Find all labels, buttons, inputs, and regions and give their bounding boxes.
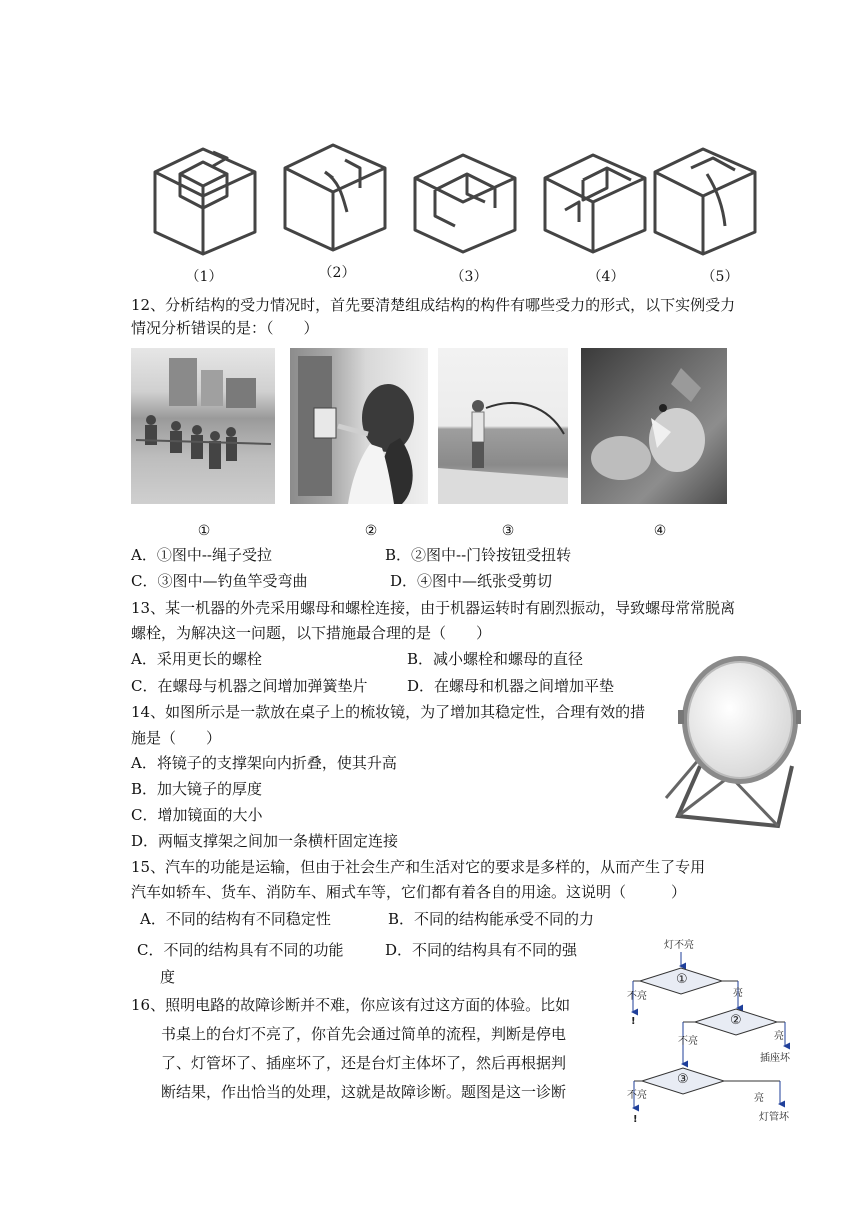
flowchart-step-3: ③ [677,1072,689,1087]
flowchart-alert-3: ! [633,1114,638,1125]
fishing-photo [438,348,568,504]
flowchart-lit-2: 亮 [774,1031,784,1042]
q12-stem-line-1: 12、分析结构的受力情况时，首先要清楚组成结构的构件有哪些受力的形式，以下实例受力 [131,296,736,314]
flowchart-not-lit-1: 不亮 [627,991,647,1002]
q15-option-c[interactable]: C．不同的结构具有不同的功能 [137,941,344,959]
q14-option-c[interactable]: C．增加镜面的大小 [131,806,263,824]
q13-option-d[interactable]: D．在螺母和机器之间增加平垫 [407,677,615,695]
flowchart-not-lit-2: 不亮 [678,1036,698,1047]
block-4-drawing [545,155,645,252]
isometric-blocks-figure [140,136,760,256]
q12-stem-line-2: 情况分析错误的是：（ ） [131,319,319,337]
q13-option-b[interactable]: B．减小螺栓和螺母的直径 [407,650,584,668]
q12-option-a[interactable]: A．①图中--绳子受拉 [131,546,272,564]
q14-option-b[interactable]: B．加大镜子的厚度 [131,780,263,798]
q12-option-d[interactable]: D．④图中—纸张受剪切 [390,572,553,590]
q15-option-d[interactable]: D．不同的结构具有不同的强 [385,941,578,959]
flowchart-tube-broken: 灯管坏 [759,1112,789,1123]
photo-label-4: ④ [653,523,667,539]
block-3-drawing [415,155,515,252]
q15-option-d-continued: 度 [160,968,176,986]
paper-cutting-photo [581,348,727,504]
q15-stem-line-1: 15、汽车的功能是运输，但由于社会生产和生活对它的要求是多样的，从而产生了专用 [131,858,706,876]
flowchart-not-lit-3: 不亮 [627,1090,647,1101]
q12-option-c[interactable]: C．③图中—钓鱼竿受弯曲 [131,572,308,590]
figure-caption-5: （5） [701,269,739,285]
q16-line-4: 断结果，作出恰当的处理，这就是故障诊断。题图是这一诊断 [161,1083,567,1101]
q13-stem-line-1: 13、某一机器的外壳采用螺母和螺栓连接，由于机器运转时有剧烈振动，导致螺母常常脱离 [131,599,736,617]
q16-line-3: 了、灯管坏了、插座坏了，还是台灯主体坏了，然后再根据判 [161,1054,567,1072]
vanity-mirror-figure [660,648,802,830]
block-5-drawing [655,149,755,254]
q14-option-d[interactable]: D．两幅支撑架之间加一条横杆固定连接 [131,832,399,850]
flowchart-step-2: ② [730,1013,742,1028]
figure-caption-1: （1） [185,269,223,285]
photo-label-1: ① [197,523,211,539]
tug-of-war-photo [131,348,275,504]
flowchart-step-1: ① [676,972,688,987]
q13-stem-line-2: 螺栓，为解决这一问题，以下措施最合理的是（ ） [131,624,492,642]
flowchart-lit-3: 亮 [754,1093,764,1104]
figure-caption-3: （3） [450,269,488,285]
photo-label-2: ② [364,523,378,539]
flowchart-alert-1: ! [631,1016,636,1027]
q15-option-b[interactable]: B．不同的结构能承受不同的力 [388,910,595,928]
flowchart-start-label: 灯不亮 [664,940,694,951]
q14-option-a[interactable]: A．将镜子的支撑架向内折叠，使其升高 [131,754,397,772]
q14-stem-line-1: 14、如图所示是一款放在桌子上的梳妆镜，为了增加其稳定性，合理有效的措 [131,703,646,721]
block-2-drawing [285,145,385,250]
figure-caption-4: （4） [587,269,625,285]
figure-caption-2: （2） [318,265,356,281]
q16-line-1: 16、照明电路的故障诊断并不难，你应该有过这方面的体验。比如 [131,996,571,1014]
doorbell-photo [290,348,428,504]
diagnosis-flowchart [620,940,820,1140]
q13-option-a[interactable]: A．采用更长的螺栓 [131,650,262,668]
q15-stem-line-2: 汽车如轿车、货车、消防车、厢式车等，它们都有着各自的用途。这说明（ ） [131,883,687,901]
block-1-drawing [155,149,255,254]
q16-line-2: 书桌上的台灯不亮了，你首先会通过简单的流程，判断是停电 [161,1025,567,1043]
q12-option-b[interactable]: B．②图中--门铃按钮受扭转 [385,546,572,564]
q14-stem-line-2: 施是（ ） [131,729,222,747]
q15-option-a[interactable]: A．不同的结构有不同稳定性 [140,910,331,928]
photo-label-3: ③ [501,523,515,539]
flowchart-socket-broken: 插座坏 [760,1053,790,1064]
flowchart-lit-1: 亮 [733,988,743,999]
q13-option-c[interactable]: C．在螺母与机器之间增加弹簧垫片 [131,677,368,695]
